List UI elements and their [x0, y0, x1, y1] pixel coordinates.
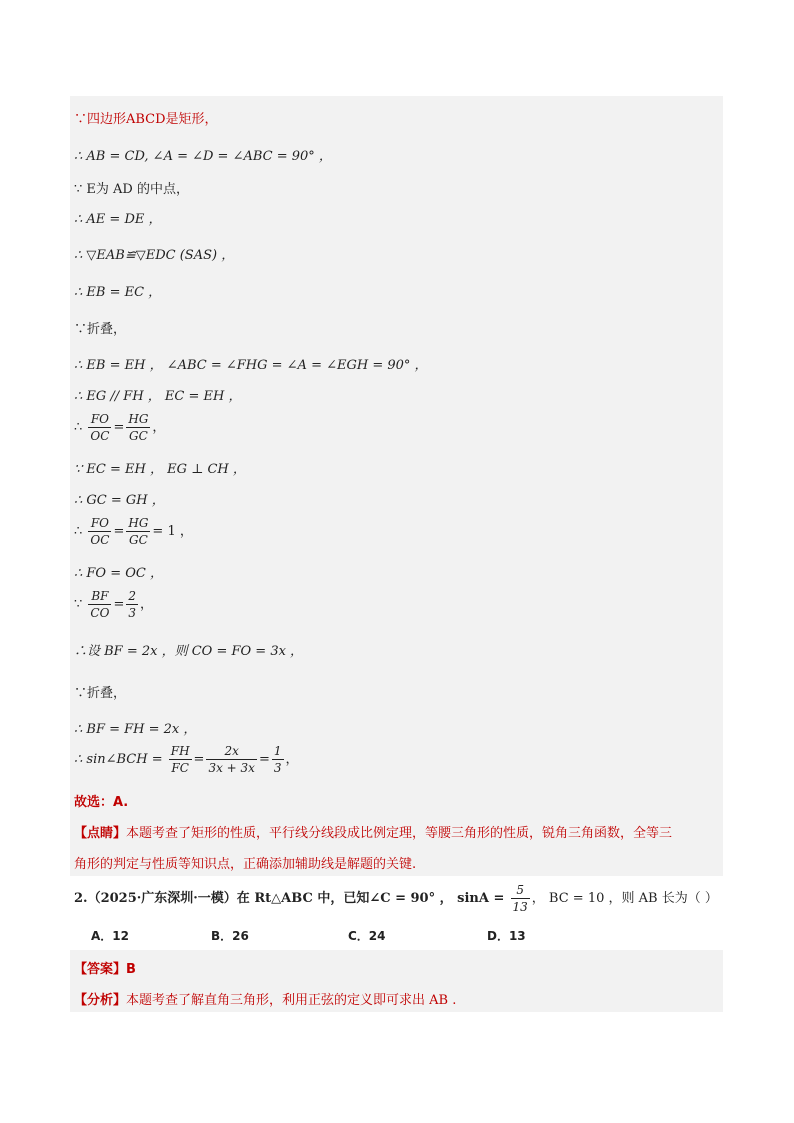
option-d[interactable]: D．13 [487, 929, 526, 943]
fraction: $\frac{2x}{3x + 3x}$ [208, 744, 255, 775]
fraction: $\frac{5}{13}$ [512, 883, 528, 914]
answer-tag: 【答案】 [74, 962, 127, 977]
comment-tag: 【点睛】 [74, 826, 127, 841]
solution-line-7: ∵折叠， [74, 322, 127, 337]
solution-line-14: ∴ FO = OC ， [74, 566, 163, 581]
solution-line-4: ∴ AE = DE ， [74, 212, 162, 227]
fraction: $\frac{FO}{OC}$ [90, 516, 110, 547]
fraction: $\frac{HG}{GC}$ [128, 516, 149, 547]
comment-line-2: 角形的判定与性质等知识点，正确添加辅助线是解题的关键. [74, 857, 417, 872]
answer-value: B [126, 962, 136, 977]
solution-line-9: ∴ EG // FH ， EC = EH ， [74, 389, 242, 404]
fraction: $\frac{FO}{OC}$ [90, 412, 110, 443]
comment-line-1 [74, 822, 722, 841]
question-2: 2.（2025·广东深圳·一模）在 Rt△ABC 中，已知∠C = 90° ， sinA = $\frac{5}{13}$ ， BC = 10 ，则 AB 长为（ ） [74, 883, 718, 914]
solution-line-3: ∵ E为 AD 的中点， [74, 182, 189, 197]
solution-line-1: ∵四边形ABCD是矩形， [74, 112, 218, 127]
option-a[interactable]: A．12 [91, 929, 129, 943]
solution-line-5: ∴ ▽EAB≌▽EDC (SAS) ， [74, 248, 235, 263]
solution-line-13: ∴ $\frac{FO}{OC}$ = $\frac{HG}{GC}$ = 1 ， [74, 516, 193, 547]
solution-line-8: ∴ EB = EH ， ∠ABC = ∠FHG = ∠A = ∠EGH = 90° ， [74, 358, 428, 373]
solution-line-18: ∴ BF = FH = 2x ， [74, 722, 197, 737]
fraction: $\frac{FH}{FC}$ [170, 744, 190, 775]
solution-line-2: ∴ AB = CD, ∠A = ∠D = ∠ABC = 90° ， [74, 149, 332, 164]
option-c[interactable]: C．24 [348, 929, 386, 943]
solution-line-12: ∴ GC = GH ， [74, 493, 165, 508]
comment-text: 本题考查了矩形的性质，平行线分线段成比例定理，等腰三角形的性质，锐角三角函数，全等三 [126, 826, 673, 841]
solution-line-15: ∵ $\frac{BF}{CO}$ = $\frac{2}{3}$ ， [74, 589, 154, 620]
analysis-text: 本题考查了解直角三角形，利用正弦的定义即可求出 AB . [126, 993, 457, 1008]
fraction: $\frac{2}{3}$ [128, 589, 136, 620]
solution-line-10: ∴ $\frac{FO}{OC}$ = $\frac{HG}{GC}$ ， [74, 412, 166, 443]
fraction: $\frac{1}{3}$ [273, 744, 282, 775]
analysis-tag: 【分析】 [74, 993, 127, 1008]
solution-line-17: ∵折叠， [74, 686, 127, 701]
analysis-line [74, 989, 722, 1008]
solution-line-16: ∴设 BF = 2x ，则 CO = FO = 3x ， [74, 644, 304, 659]
solution-line-6: ∴ EB = EC ， [74, 285, 162, 300]
option-b[interactable]: B．26 [211, 929, 249, 943]
fraction: $\frac{BF}{CO}$ [90, 589, 110, 620]
solution-line-19: ∴ sin∠BCH = $\frac{FH}{FC}$ = $\frac{2x}{3x + 3x}$ = $\frac{1}{3}$ ， [74, 744, 299, 775]
answer-choice: 故选：A. [74, 795, 129, 810]
answer-line [74, 958, 722, 977]
solution-line-11: ∵ EC = EH ， EG ⊥ CH ， [74, 462, 246, 477]
fraction: $\frac{HG}{GC}$ [128, 412, 149, 443]
